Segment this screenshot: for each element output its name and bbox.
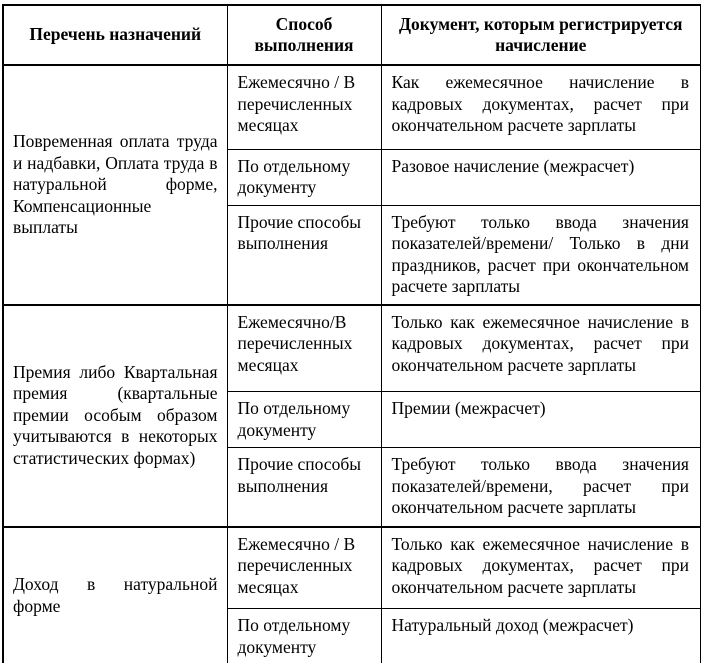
method-cell: По отдельному документу	[227, 392, 381, 448]
column-header-method: Способ выполнения	[227, 5, 381, 65]
table-row	[3, 65, 701, 149]
method-cell: По отдельному документу	[227, 149, 381, 205]
table-row	[3, 527, 701, 609]
document-cell: Натуральный доход (межрасчет)	[381, 609, 701, 663]
payroll-accrual-table	[2, 4, 701, 663]
document-cell: Только как ежемесячное начисление в кадровых документах, расчет при окончательном расчете зарплаты	[381, 527, 701, 609]
method-cell: Прочие способы выполнения	[227, 448, 381, 527]
assignment-cell: Премия либо Квартальная премия (квартальные премии особым образом учитываются в некоторых статистических формах)	[3, 305, 227, 527]
column-header-assignments: Перечень назначений	[3, 5, 227, 65]
method-cell: Ежемесячно/В перечисленных месяцах	[227, 305, 381, 392]
assignment-cell: Повременная оплата труда и надбавки, Оплата труда в натуральной форме, Компенсационные выплаты	[3, 65, 227, 305]
assignment-cell: Доход в натуральной форме	[3, 527, 227, 663]
table-row	[3, 305, 701, 392]
header-row	[3, 5, 701, 65]
method-cell: Ежемесячно / В перечисленных месяцах	[227, 65, 381, 149]
document-cell: Премии (межрасчет)	[381, 392, 701, 448]
document-cell: Требуют только ввода значения показателей/времени, расчет при окончательном расчете зарплаты	[381, 448, 701, 527]
method-cell: Прочие способы выполнения	[227, 205, 381, 305]
column-header-document: Документ, которым регистрируется начисление	[381, 5, 701, 65]
document-cell: Только как ежемесячное начисление в кадровых документах, расчет при окончательном расчете зарплаты	[381, 305, 701, 392]
method-cell: По отдельному документу	[227, 609, 381, 663]
document-cell: Как ежемесячное начисление в кадровых документах, расчет при окончательном расчете зарплаты	[381, 65, 701, 149]
document-cell: Разовое начисление (межрасчет)	[381, 149, 701, 205]
method-cell: Ежемесячно / В перечисленных месяцах	[227, 527, 381, 609]
document-cell: Требуют только ввода значения показателей/времени/ Только в дни праздников, расчет при окончательном расчете зарплаты	[381, 205, 701, 305]
